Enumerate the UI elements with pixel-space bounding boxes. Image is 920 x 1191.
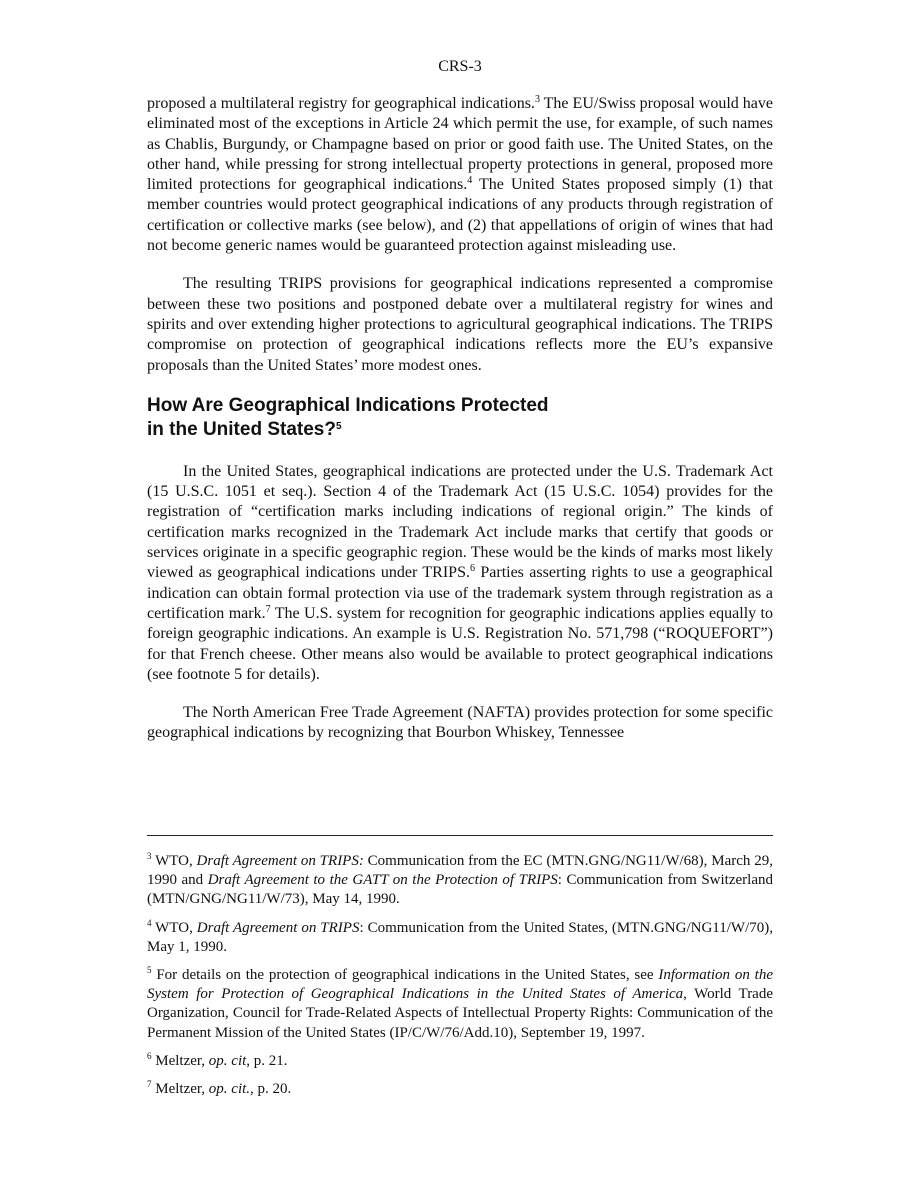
footnote-title: Information on the System for Protection of Geographical Indications in the United States of America	[147, 967, 773, 1003]
footnotes	[147, 852, 773, 1108]
footnote-text: Meltzer,	[151, 1081, 209, 1098]
footnote-ref-6[interactable]: 6	[469, 563, 475, 575]
paragraph-2: The resulting TRIPS provisions for geographical indications represented a compromise between these two positions and postponed debate over a multilateral registry for wines and spirits and over extending higher protections to agricultural geographical indications. The TRIPS compromise on protection of geographical indications reflects more the EU’s expansive proposals than the United States’ more modest ones.	[147, 275, 773, 374]
footnote-number: 3	[147, 851, 152, 861]
footnote-text: , p. 20.	[250, 1081, 292, 1098]
footnote-number: 4	[147, 917, 152, 928]
heading-line-2: in the United States?	[147, 418, 336, 440]
footnote-text: For details on the protection of geographical indications in the United States, see	[151, 967, 659, 984]
heading-line-1: How Are Geographical Indications Protected	[147, 394, 549, 416]
paragraph-text: The EU/Swiss proposal would have eliminated most of the exceptions in Article 24 which permit the use, for example, of such names as Chablis, Burgundy, or Champagne based on prior or good faith use. The United States, on the other hand, while pressing for strong intellectual property protections in general, proposed more limited protections for geographical indications.	[147, 95, 774, 194]
footnote-text: WTO,	[151, 853, 197, 869]
footnote-ref-7[interactable]: 7	[265, 603, 271, 615]
footnote-ref-4[interactable]: 4	[467, 175, 473, 187]
footnote-title: Draft Agreement to the GATT on the Protection of TRIPS	[207, 872, 558, 889]
paragraph-text: In the United States, geographical indications are protected under the U.S. Trademark Act (15 U.S.C. 1051 et seq.). Section 4 of the Trademark Act (15 U.S.C. 1054) provides for the registration of “certification marks including indications of regional origin.” The kinds of certification marks recognized in the Trademark Act include marks that certify that goods or services originate in a specific geographic region. These would be the kinds of marks most likely viewed as geographical indications under TRIPS.	[147, 462, 773, 582]
footnote-divider	[147, 835, 773, 836]
footnote-5	[147, 966, 773, 1043]
footnote-7	[147, 1080, 773, 1099]
footnote-text: WTO,	[151, 919, 197, 936]
paragraph-text: Parties asserting rights to use a geographical indication can obtain formal protection via use of the trademark system through registration as a certification mark.	[147, 564, 774, 622]
paragraph-text: The United States proposed simply (1) that member countries would protect geographical indications of any products through registration of certification or collective marks (see below), and (2) that appellations of origin of wines that had not become generic names would be guaranteed protection against misleading use.	[147, 176, 773, 255]
page-number: CRS-3	[438, 58, 482, 75]
footnote-6	[147, 1052, 773, 1071]
footnote-number: 5	[147, 965, 152, 976]
footnote-number: 7	[147, 1079, 152, 1090]
paragraph-text: proposed a multilateral registry for geographical indications.	[147, 95, 535, 112]
footnote-citation: op. cit.	[208, 1081, 251, 1098]
paragraph-1	[147, 94, 773, 256]
paragraph-4: The North American Free Trade Agreement (NAFTA) provides protection for some specific geographical indications by recognizing that Bourbon Whiskey, Tennessee	[147, 704, 773, 742]
footnote-text: Communication from the EC (MTN.GNG/NG11/W/68), March 29, 1990 and	[147, 853, 773, 889]
footnote-citation: op. cit	[208, 1052, 247, 1069]
footnote-title: Draft Agreement on TRIPS	[196, 919, 360, 936]
footnote-text: : Communication from Switzerland (MTN/GNG/NG11/W/73), May 14, 1990.	[147, 872, 773, 908]
footnote-text: Meltzer,	[151, 1052, 209, 1069]
paragraph-3	[147, 462, 773, 685]
footnote-text: , p. 21.	[246, 1052, 288, 1069]
section-heading	[147, 394, 773, 442]
footnote-4	[147, 919, 773, 957]
paragraph-text: The U.S. system for recognition for geographic indications applies equally to foreign geographic indications. An example is U.S. Registration No. 571,798 (“ROQUEFORT”) for that French cheese. Other means also would be available to protect geographical indications (see footnote 5 for details).	[147, 604, 774, 683]
footnote-text: : Communication from the United States, (MTN.GNG/NG11/W/70), May 1, 1990.	[147, 919, 773, 955]
footnote-ref-3[interactable]: 3	[534, 94, 540, 105]
footnote-ref-5[interactable]: 5	[335, 420, 342, 432]
footnote-title: Draft Agreement on TRIPS:	[196, 853, 364, 869]
footnote-number: 6	[147, 1050, 152, 1061]
document-body	[147, 94, 773, 762]
footnote-3	[147, 852, 773, 910]
footnote-text: , World Trade Organization, Council for Trade-Related Aspects of Intellectual Property Rights: Communication of the Permanent Mission of the United States (IP/C/W/76/Add.10), September 19, 1997.	[147, 986, 773, 1041]
